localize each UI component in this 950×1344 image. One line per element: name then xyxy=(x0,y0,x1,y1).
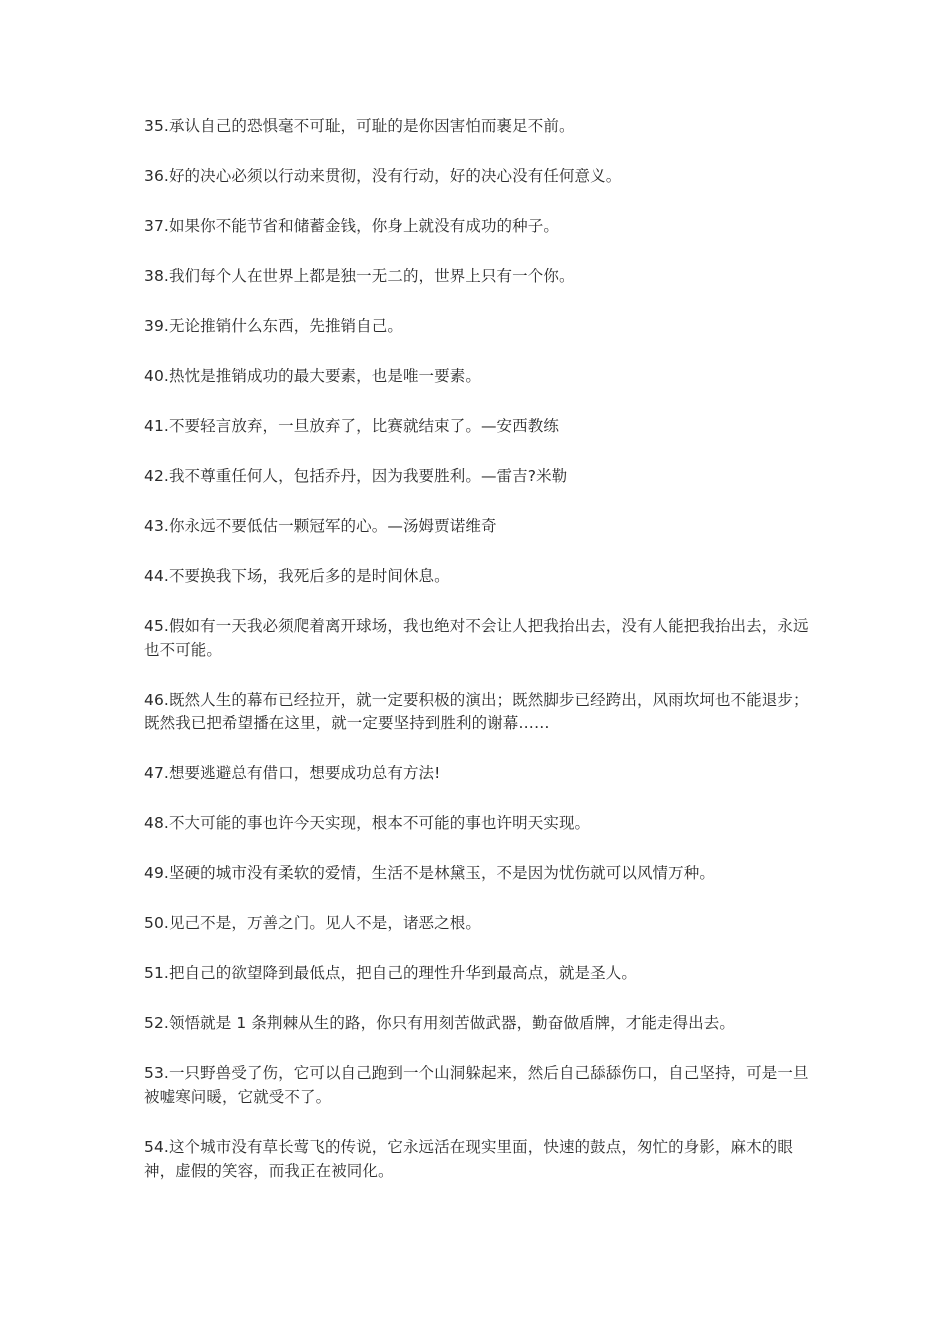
quote-item: 50.见己不是，万善之门。见人不是，诸恶之根。 xyxy=(144,914,481,933)
quote-item: 53.一只野兽受了伤，它可以自己跑到一个山洞躲起来，然后自己舔舔伤口，自己坚持，可是一旦被嘘寒问暖，它就受不了。 xyxy=(144,1064,809,1107)
quote-item: 52.领悟就是 1 条荆棘从生的路，你只有用刻苦做武器，勤奋做盾牌，才能走得出去。 xyxy=(144,1014,735,1033)
quote-item: 40.热忱是推销成功的最大要素，也是唯一要素。 xyxy=(144,366,481,385)
quote-item: 37.如果你不能节省和储蓄金钱，你身上就没有成功的种子。 xyxy=(144,216,559,235)
quote-item: 45.假如有一天我必须爬着离开球场，我也绝对不会让人把我抬出去，没有人能把我抬出去，永远也不可能。 xyxy=(144,616,809,659)
quote-item: 42.我不尊重任何人，包括乔丹，因为我要胜利。—雷吉?米勒 xyxy=(144,466,568,485)
quote-item: 48.不大可能的事也许今天实现，根本不可能的事也许明天实现。 xyxy=(144,814,591,833)
quote-item: 39.无论推销什么东西，先推销自己。 xyxy=(144,316,403,335)
quote-item: 49.坚硬的城市没有柔软的爱情，生活不是林黛玉，不是因为忧伤就可以风情万种。 xyxy=(144,864,715,883)
quote-item: 44.不要换我下场，我死后多的是时间休息。 xyxy=(144,566,450,585)
quote-item: 38.我们每个人在世界上都是独一无二的，世界上只有一个你。 xyxy=(144,266,575,285)
quote-item: 43.你永远不要低估一颗冠军的心。—汤姆贾诺维奇 xyxy=(144,516,497,535)
quote-item: 35.承认自己的恐惧毫不可耻，可耻的是你因害怕而裹足不前。 xyxy=(144,117,575,135)
quote-item: 46.既然人生的幕布已经拉开，就一定要积极的演出；既然脚步已经跨出，风雨坎坷也不能退步；既然我已把希望播在这里，就一定要坚持到胜利的谢幕…… xyxy=(144,690,809,733)
quote-item: 54.这个城市没有草长莺飞的传说，它永远活在现实里面，快速的鼓点，匆忙的身影，麻木的眼神，虚假的笑容，而我正在被同化。 xyxy=(144,1138,793,1180)
quote-list xyxy=(144,115,814,1210)
quote-item: 36.好的决心必须以行动来贯彻，没有行动，好的决心没有任何意义。 xyxy=(144,166,622,185)
quote-item: 47.想要逃避总有借口，想要成功总有方法! xyxy=(144,764,441,783)
quote-item: 41.不要轻言放弃，一旦放弃了，比赛就结束了。—安西教练 xyxy=(144,416,559,435)
quote-item: 51.把自己的欲望降到最低点，把自己的理性升华到最高点，就是圣人。 xyxy=(144,964,637,983)
